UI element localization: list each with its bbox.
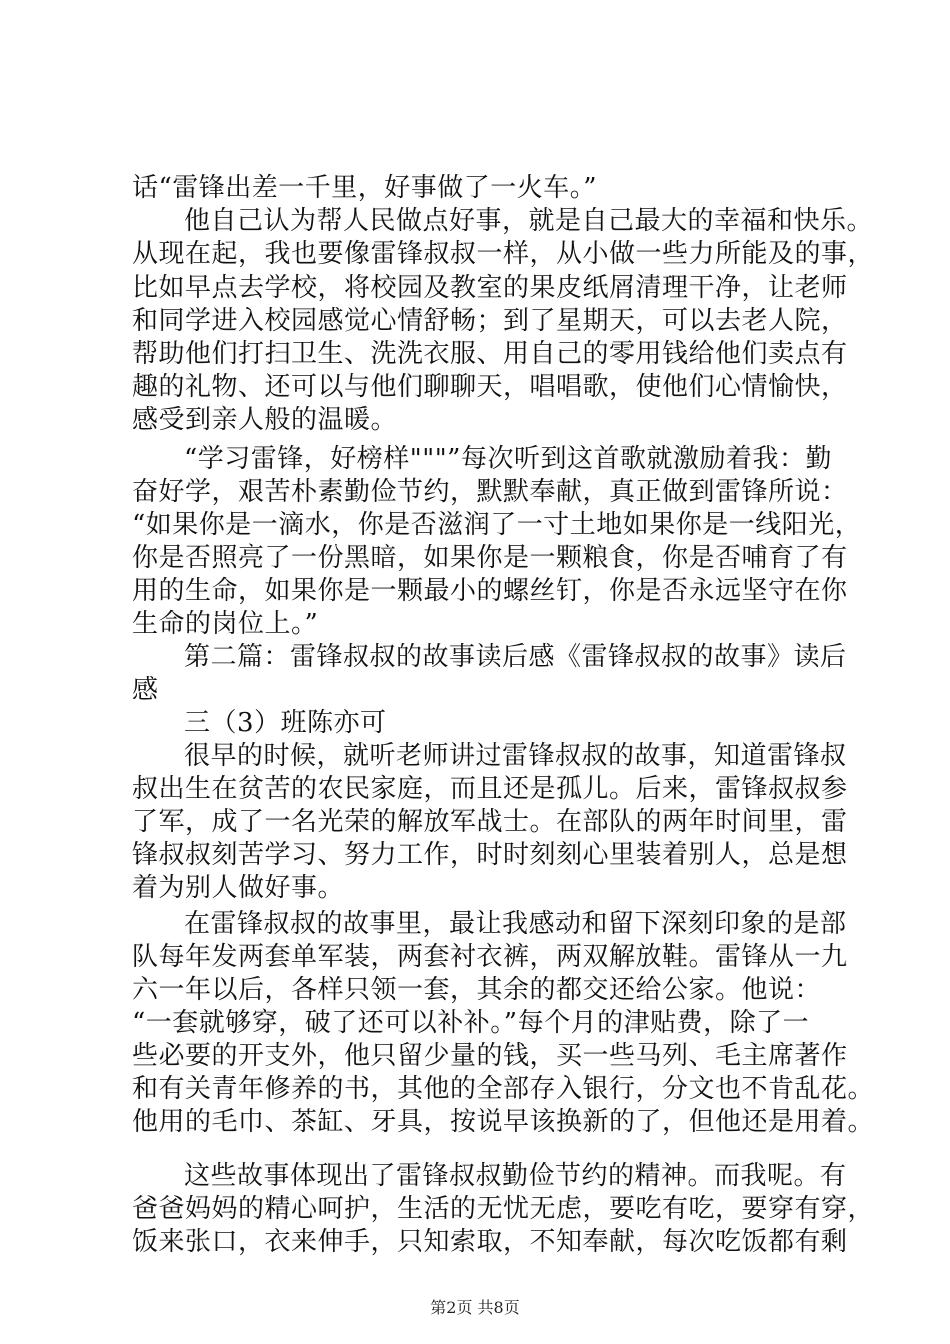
text-line: 用的生命，如果你是一颗最小的螺丝钉，你是否永远坚守在你 [132, 576, 848, 606]
page-number-footer: 第2页 共8页 [430, 1298, 520, 1317]
section-heading: 感 [132, 675, 159, 705]
text-line: 锋叔叔刻苦学习、努力工作，时时刻刻心里装着别人，总是想 [132, 840, 848, 870]
text-line: 很早的时候，就听老师讲过雷锋叔叔的故事，知道雷锋叔 [184, 741, 847, 771]
text-line: 帮助他们打扫卫生、洗洗衣服、用自己的零用钱给他们卖点有 [132, 339, 848, 369]
text-line: 和有关青年修养的书，其他的全部存入银行，分文也不肯乱花。 [132, 1074, 875, 1104]
text-line: 他用的毛巾、茶缸、牙具，按说早该换新的了，但他还是用着。 [132, 1107, 875, 1137]
section-heading: 第二篇：雷锋叔叔的故事读后感《雷锋叔叔的故事》读后 [184, 642, 847, 672]
text-line: 这些故事体现出了雷锋叔叔勤俭节约的精神。而我呢。有 [184, 1161, 847, 1191]
text-line: 着为别人做好事。 [132, 873, 345, 903]
text-line: 在雷锋叔叔的故事里，最让我感动和留下深刻印象的是部 [184, 909, 847, 939]
text-line: 些必要的开支外，他只留少量的钱，买一些马列、毛主席著作 [132, 1041, 848, 1071]
text-line: 趣的礼物、还可以与他们聊聊天，唱唱歌，使他们心情愉快， [132, 372, 848, 402]
text-line: “如果你是一滴水，你是否滋润了一寸土地如果你是一线阳光， [132, 510, 862, 540]
text-line: 他自己认为帮人民做点好事，就是自己最大的幸福和快乐。 [184, 206, 874, 236]
text-line: 感受到亲人般的温暖。 [132, 405, 398, 435]
text-line: 了军，成了一名光荣的解放军战士。在部队的两年时间里，雷 [132, 807, 848, 837]
text-line: 爸爸妈妈的精心呵护，生活的无忧无虑，要吃有吃，要穿有穿， [132, 1194, 875, 1224]
text-line: 比如早点去学校，将校园及教室的果皮纸屑清理干净，让老师 [132, 273, 848, 303]
text-line: 生命的岗位上。” [132, 609, 319, 639]
text-line: “学习雷锋，好榜样"""”每次听到这首歌就激励着我：勤 [184, 444, 832, 474]
text-line: 和同学进入校园感觉心情舒畅；到了星期天，可以去老人院， [132, 306, 848, 336]
text-line: 奋好学，艰苦朴素勤俭节约，默默奉献，真正做到雷锋所说： [132, 477, 848, 507]
text-line: 叔出生在贫苦的农民家庭，而且还是孤儿。后来，雷锋叔叔参 [132, 774, 848, 804]
text-line: 饭来张口，衣来伸手，只知索取，不知奉献，每次吃饭都有剩 [132, 1227, 848, 1257]
text-line: 话“雷锋出差一千里，好事做了一火车。” [132, 173, 598, 203]
author-line: 三（3）班陈亦可 [184, 708, 387, 738]
text-line: “一套就够穿，破了还可以补补。”每个月的津贴费，除了一 [132, 1008, 810, 1038]
text-line: 从现在起，我也要像雷锋叔叔一样，从小做一些力所能及的事， [132, 239, 875, 269]
text-line: 你是否照亮了一份黑暗，如果你是一颗粮食，你是否哺育了有 [132, 543, 848, 573]
text-line: 六一年以后，各样只领一套，其余的都交还给公家。他说： [132, 975, 822, 1005]
text-line: 队每年发两套单军装，两套衬衣裤，两双解放鞋。雷锋从一九 [132, 942, 848, 972]
